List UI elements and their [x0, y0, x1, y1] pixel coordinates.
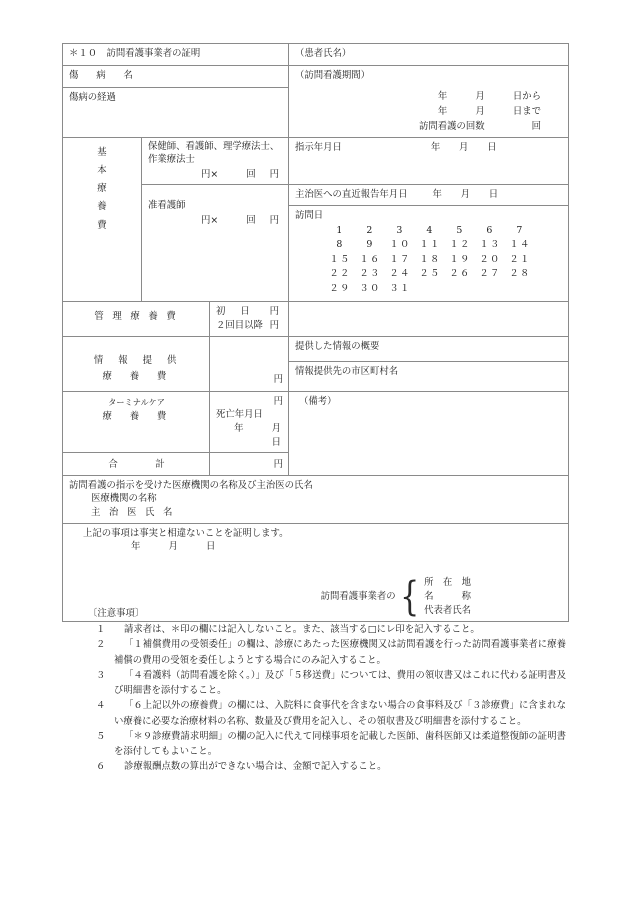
visit-day: １４: [509, 239, 531, 251]
certification-statement: 上記の事項は事実と相違ないことを証明します。: [83, 527, 289, 539]
staff-a-formula: 円×: [201, 168, 219, 180]
visit-day: 1: [336, 224, 344, 236]
report-date-label: 主治医への直近報告年月日: [295, 189, 408, 201]
nursing-period-to: 年 月 日まで: [437, 105, 542, 117]
report-date-blank: 年 月 日: [432, 189, 499, 201]
visit-days-label: 訪問日: [295, 209, 324, 221]
visit-day: ２０: [479, 253, 501, 265]
staff-a-block: [142, 138, 288, 184]
visit-days-row: [325, 238, 563, 253]
visit-days-block: [289, 206, 568, 302]
visit-days-row: [325, 267, 563, 282]
note-text: 「１補償費用の受領委任」の欄は、診療にあたった医療機関又は訪問看護を行った訪問看護事業者に療養補償の費用の受領を委任しようとする場合にのみ記入すること。: [114, 639, 566, 666]
management-first-day-label: 初 日: [216, 306, 253, 318]
visit-day: １１: [419, 239, 441, 251]
visit-day: 3: [396, 224, 404, 236]
instruction-date-row: [289, 138, 568, 158]
notes-title: 〔注意事項〕: [88, 608, 145, 619]
nursing-period-label: （訪問看護期間）: [295, 70, 371, 81]
visit-day: ２３: [359, 268, 381, 280]
terminal-care-label-cell: [63, 391, 210, 453]
curly-brace-icon: {: [399, 573, 419, 620]
report-date-row: [289, 185, 568, 206]
staff-a-label: 保健師、看護師、理学療法士、作業療法士: [148, 141, 280, 166]
terminal-death-date-blank: 年 月 日: [234, 422, 310, 448]
instruction-date-label: 指示年月日: [295, 142, 342, 154]
total-label-cell: [63, 453, 210, 476]
provider-address-label: 所 在 地: [424, 576, 472, 588]
visit-day: 5: [456, 224, 464, 236]
visit-days-row: [325, 282, 563, 297]
note-text: 請求者は、＊印の欄には記入しないこと。また、該当する□にレ印を記入すること。: [124, 624, 480, 636]
basic-care-char: 養: [97, 201, 107, 213]
note-number: ５: [96, 730, 106, 742]
visit-day: ２７: [479, 268, 501, 280]
basic-care-char: 療: [97, 183, 107, 195]
info-municipality-label: 情報提供先の市区町村名: [295, 365, 399, 377]
visit-day: ２８: [509, 268, 531, 280]
visit-day: 4: [426, 224, 434, 236]
note-number: ４: [96, 700, 106, 712]
management-second-label: ２回目以降: [216, 320, 263, 332]
terminal-care-amount-block: [210, 392, 310, 453]
visit-day: 7: [516, 224, 524, 236]
visiting-nurse-certification-form: [62, 43, 569, 622]
note-item: [88, 759, 566, 774]
visit-day: 8: [336, 239, 344, 251]
info-care-yen: 円: [273, 374, 284, 386]
staff-b-formula: 円×: [201, 214, 219, 226]
nursing-period-from: 年 月 日から: [437, 90, 542, 102]
visit-day: １８: [419, 253, 441, 265]
staff-b-amount-row: [148, 214, 283, 228]
certification-date-blank: 年 月 日: [131, 541, 216, 553]
attending-doctor-label: 主 治 医 氏 名: [91, 507, 176, 519]
total-yen: 円: [273, 459, 284, 471]
note-item: [88, 698, 566, 728]
basic-care-label: [63, 138, 141, 240]
note-text: 「＊９診療費請求明細」の欄の記入に代えて同様事項を記載した医師、歯科医師又は柔道整復師の証明書を添付してもよいこと。: [114, 730, 566, 758]
visit-day: １３: [479, 239, 501, 251]
notes-section: [88, 606, 566, 775]
provider-label: 訪問看護事業者の: [320, 591, 396, 603]
management-second-yen: 円: [269, 320, 280, 332]
visit-days-row: [325, 224, 563, 239]
table-row-title: [63, 44, 569, 66]
note-number: ６: [96, 761, 106, 773]
note-text: 診療報酬点数の算出ができない場合は、金額で記入すること。: [124, 761, 387, 773]
nursing-visit-count-unit: 回: [531, 121, 542, 133]
table-row-terminal-care: [63, 391, 569, 453]
disease-course-label: 傷病の経過: [69, 91, 116, 103]
basic-care-label-cell: [63, 138, 142, 302]
terminal-care-label: [63, 392, 209, 429]
note-item: [88, 668, 566, 698]
basic-care-char: 本: [97, 165, 107, 177]
management-first-day-row: [216, 305, 283, 319]
institution-heading: 訪問看護の指示を受けた医療機関の名称及び主治医の氏名: [69, 479, 313, 491]
visit-day: ２１: [509, 253, 531, 265]
note-text: 「４看護料（訪問看護を除く。）」及び「５移送費」については、費用の領収書又はこれに代わる証明書及び明細書を添付すること。: [114, 669, 566, 697]
form-title: ＊１０ 訪問看護事業者の証明: [69, 48, 201, 59]
total-label: 合 計: [108, 459, 165, 471]
nursing-period-block: [289, 66, 568, 137]
terminal-care-label-line2: 療 養 費: [102, 411, 171, 423]
institution-block: [63, 476, 568, 523]
visit-days-row: [325, 253, 563, 268]
institution-name-label: 医療機関の名称: [91, 493, 157, 505]
note-text: 「６上記以外の療養費」の欄には、入院料に食事代を含まない場合の食事料及び「３診療費」に含まれない療養に必要な治療材料の名称、数量及び費用を記入し、その領収書及び明細書を添付すること。: [114, 700, 566, 727]
disease-name-label: 傷 病 名: [69, 70, 138, 81]
basic-care-char: 基: [97, 147, 107, 159]
staff-b-times-unit: 回: [246, 214, 256, 226]
management-care-label-cell: [63, 302, 210, 336]
note-item: [88, 637, 566, 667]
visit-day: ２６: [449, 268, 471, 280]
terminal-care-yen: 円: [273, 395, 284, 407]
nursing-visit-count-label: 訪問看護の回数: [419, 121, 485, 133]
management-second-row: [216, 319, 283, 333]
visit-day: 6: [486, 224, 494, 236]
management-care-right-blank: [289, 302, 569, 336]
visit-day: 2: [366, 224, 374, 236]
management-care-label: 管 理 療 養 費: [94, 311, 179, 323]
staff-a-yen-unit: 円: [269, 168, 280, 180]
staff-a-times-unit: 回: [246, 168, 256, 180]
visit-day: １９: [449, 253, 471, 265]
table-row-institution: [63, 475, 569, 523]
visit-day: １０: [389, 239, 411, 251]
visit-day: ２４: [389, 268, 411, 280]
visit-days-grid: [325, 224, 563, 297]
management-first-day-yen: 円: [269, 306, 280, 318]
visit-day: １２: [449, 239, 471, 251]
info-summary-row: [289, 337, 568, 362]
visit-day: １６: [359, 253, 381, 265]
info-care-label-cell: [63, 336, 210, 391]
visit-day: ２９: [329, 282, 351, 294]
patient-name-label: （患者氏名）: [295, 48, 352, 59]
table-row-management-care: [63, 302, 569, 336]
visit-day: ２２: [329, 268, 351, 280]
management-care-amounts: [210, 302, 288, 335]
info-summary-label: 提供した情報の概要: [295, 340, 380, 352]
note-number: ２: [96, 639, 106, 651]
instruction-date-blank: 年 月 日: [430, 142, 497, 154]
info-care-label-line1: 情 報 提 供: [93, 354, 180, 366]
nursing-visit-count-row: [295, 119, 541, 134]
basic-care-char: 費: [97, 219, 107, 231]
note-item: [88, 729, 566, 759]
terminal-care-label-line1: ターミナルケア: [108, 396, 165, 407]
visit-day: １５: [329, 253, 351, 265]
info-care-label: [63, 337, 209, 388]
visit-day: ３０: [359, 282, 381, 294]
table-row-disease-name: [63, 66, 569, 88]
provider-name-label: 名 称: [424, 591, 472, 603]
visit-day: ２５: [419, 268, 441, 280]
staff-a-amount-row: [148, 168, 283, 182]
staff-b-yen-unit: 円: [269, 214, 280, 226]
staff-b-label: 准看護師: [148, 200, 186, 212]
provider-representative-label: 代表者氏名: [424, 605, 472, 617]
staff-b-block: [142, 185, 288, 230]
terminal-death-date-label: 死亡年月日: [216, 409, 263, 421]
table-row-info-care: [63, 336, 569, 391]
visit-day: ３１: [389, 282, 411, 294]
visit-day: 9: [366, 239, 374, 251]
info-care-label-line2: 療 養 費: [102, 370, 171, 382]
visit-day: １７: [389, 253, 411, 265]
note-number: １: [96, 624, 106, 636]
note-number: ３: [96, 669, 106, 681]
remarks-label: （備考）: [299, 395, 337, 407]
table-row-basic-care-staff-a: [63, 138, 569, 185]
note-item: [88, 622, 566, 637]
